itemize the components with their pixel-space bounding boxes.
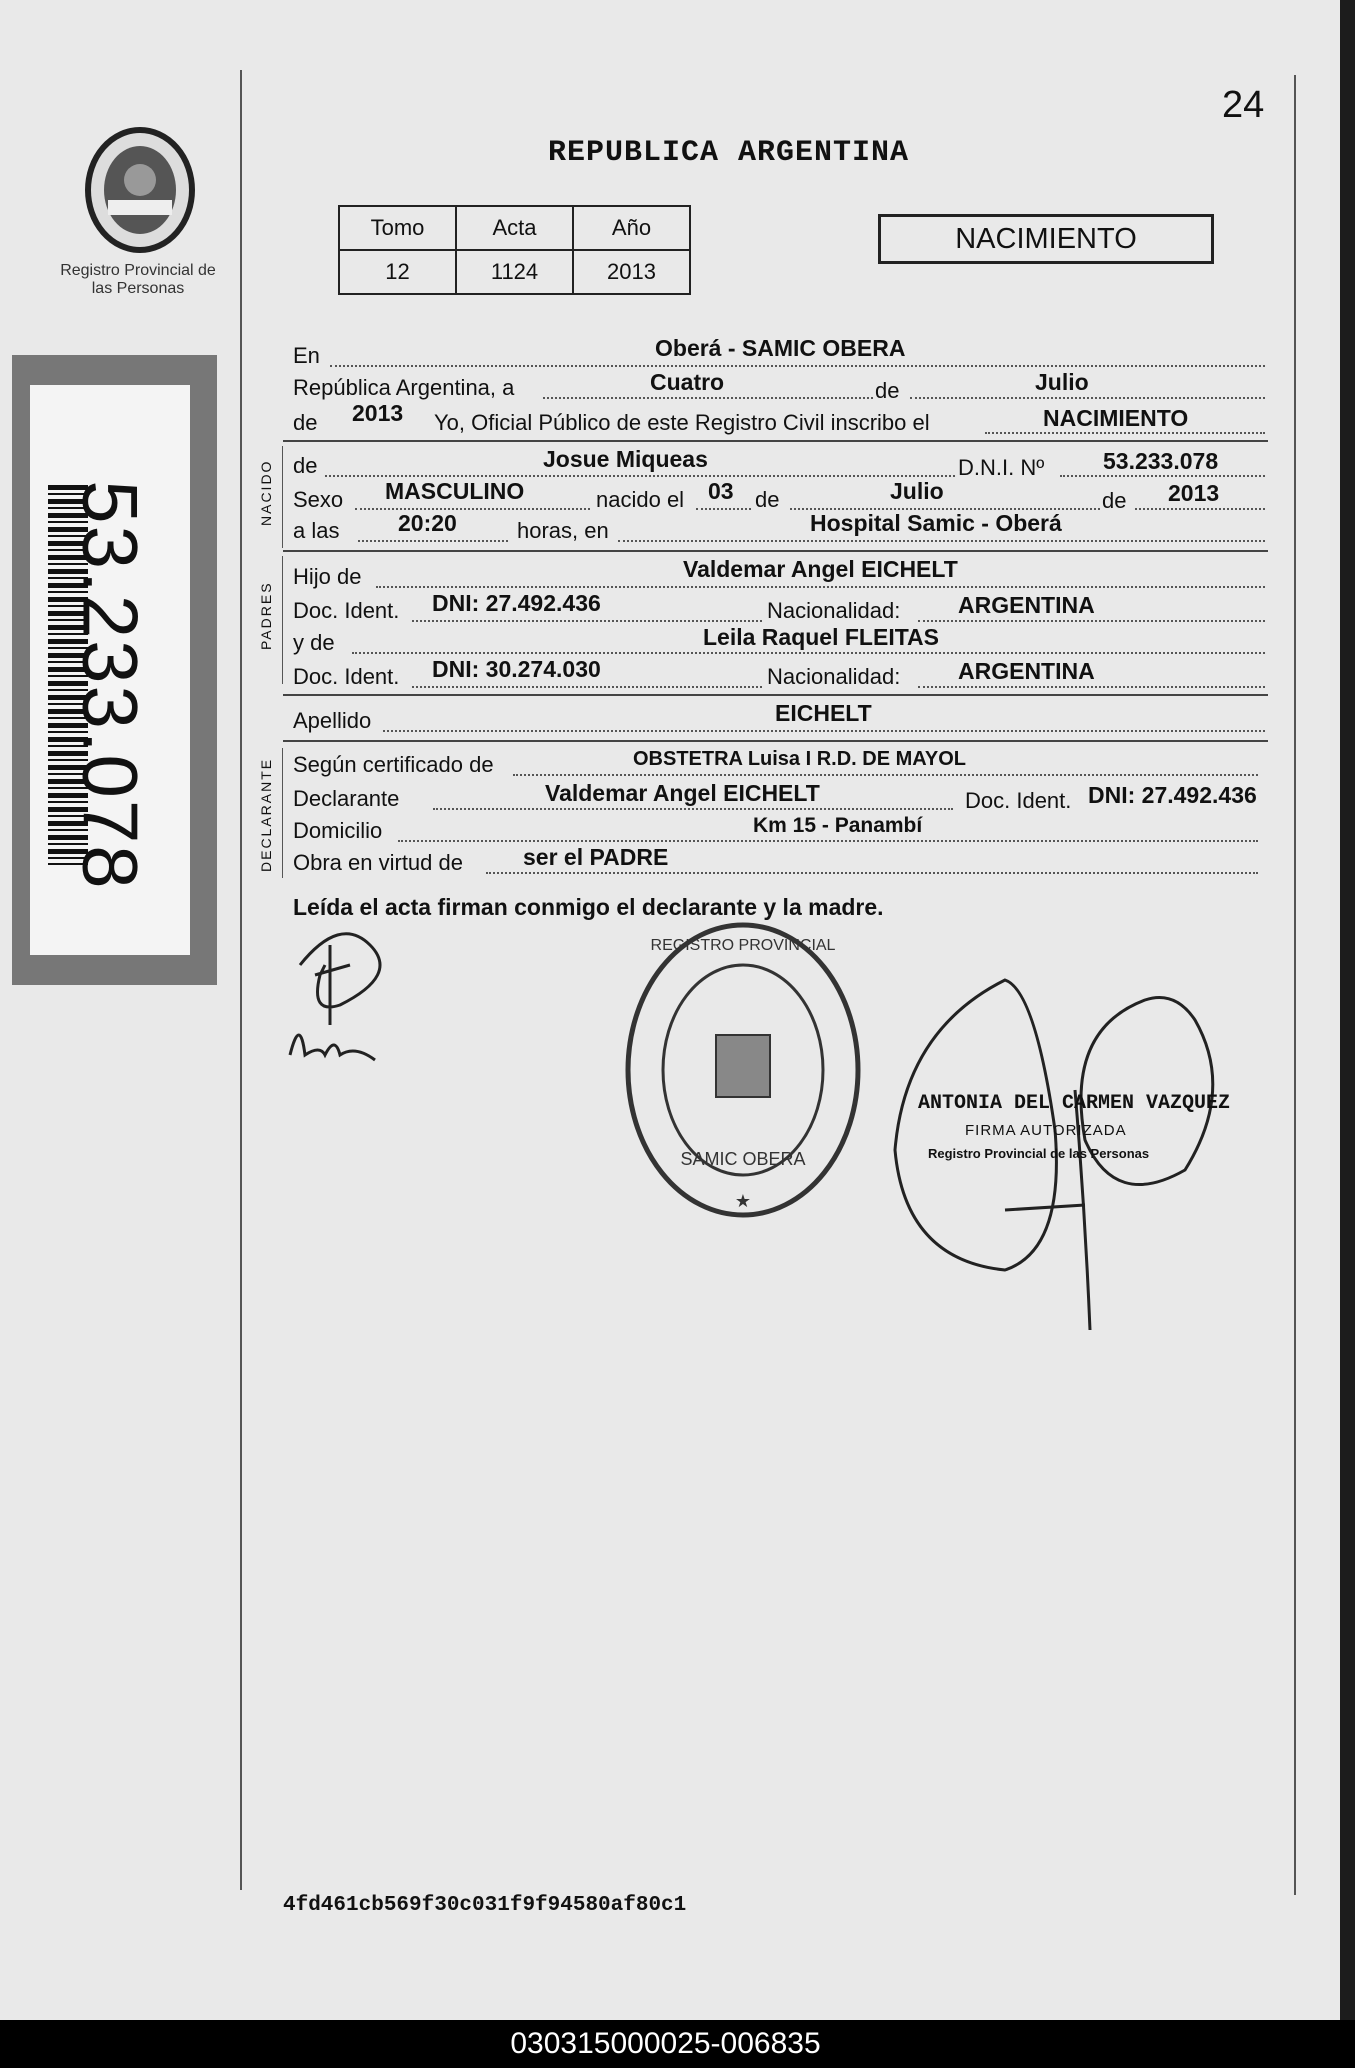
footer-code-bar	[0, 2020, 1355, 2068]
intro-de-label: de	[875, 378, 900, 403]
mother-nac-label: Nacionalidad:	[767, 664, 901, 689]
en-label: En	[293, 343, 320, 368]
birth-day: 03	[708, 478, 734, 504]
apellido-value: EICHELT	[775, 700, 872, 726]
intro-year: 2013	[352, 400, 404, 426]
apellido-label: Apellido	[293, 708, 372, 733]
frame-right-line	[1294, 75, 1296, 1895]
father-nationality: ARGENTINA	[958, 592, 1095, 618]
father-doc: DNI: 27.492.436	[432, 590, 601, 616]
svg-text:★: ★	[734, 1191, 752, 1211]
official-stamp-name: ANTONIA DEL CARMEN VAZQUEZ	[918, 1092, 1231, 1115]
act-value: NACIMIENTO	[1043, 405, 1189, 431]
page-title: REPUBLICA ARGENTINA	[548, 136, 910, 170]
barcode-number: 53.233.078	[66, 480, 155, 891]
section-padres: PADRES	[258, 581, 274, 650]
sexo-label: Sexo	[293, 487, 344, 512]
nacido-el-label: nacido el	[596, 487, 685, 512]
logo-caption: Registro Provincial de las Personas	[60, 262, 216, 297]
official-stamp-line2: FIRMA AUTORIZADA	[965, 1122, 1127, 1139]
child-dni: 53.233.078	[1103, 448, 1219, 474]
child-name: Josue Miqueas	[543, 446, 708, 472]
anio-value: 2013	[573, 250, 690, 294]
birth-year: 2013	[1168, 480, 1220, 506]
domicilio-value: Km 15 - Panambí	[753, 814, 923, 837]
svg-text:SAMIC OBERA: SAMIC OBERA	[680, 1149, 806, 1169]
dni-label: D.N.I. Nº	[958, 455, 1045, 480]
intro-de2-label: de	[293, 410, 318, 435]
mother-doc-label: Doc. Ident.	[293, 664, 400, 689]
anio-label: Año	[573, 206, 690, 250]
province-seal-icon	[78, 120, 208, 260]
declarante-doc: DNI: 27.492.436	[1088, 782, 1257, 808]
declarante-label: Declarante	[293, 786, 400, 811]
cert-value: OBSTETRA Luisa I R.D. DE MAYOL	[633, 748, 966, 770]
domicilio-label: Domicilio	[293, 818, 383, 843]
republica-label: República Argentina, a	[293, 375, 515, 400]
hora-label: a las	[293, 518, 340, 543]
sexo-value: MASCULINO	[385, 478, 525, 504]
cert-label: Según certificado de	[293, 752, 494, 777]
nacido-de-label: de	[293, 453, 318, 478]
father-doc-label: Doc. Ident.	[293, 598, 400, 623]
birth-time: 20:20	[398, 510, 457, 536]
birth-month: Julio	[890, 478, 944, 504]
father-signature-icon	[280, 905, 420, 1075]
acta-value: 1124	[456, 250, 573, 294]
closing-statement: Leída el acta firman conmigo el declarante y la madre.	[293, 894, 884, 920]
en-value: Oberá - SAMIC OBERA	[655, 335, 906, 361]
record-type-box: NACIMIENTO	[878, 214, 1214, 264]
madre-label: y de	[293, 630, 335, 655]
tomo-label: Tomo	[339, 206, 456, 250]
birth-place: Hospital Samic - Oberá	[810, 510, 1062, 536]
father-name: Valdemar Angel EICHELT	[683, 556, 958, 582]
page-number: 24	[1222, 84, 1265, 126]
registry-stamp-icon	[618, 915, 868, 1230]
tomo-value: 12	[339, 250, 456, 294]
day-words: Cuatro	[650, 369, 725, 395]
document-hash: 4fd461cb569f30c031f9f94580af80c1	[283, 1894, 687, 1917]
section-declarante: DECLARANTE	[258, 757, 274, 872]
nacido-de3: de	[1102, 488, 1127, 513]
declarante-doc-label: Doc. Ident.	[965, 788, 1072, 813]
declarante-name: Valdemar Angel EICHELT	[545, 780, 820, 806]
official-stamp-line3: Registro Provincial de las Personas	[928, 1146, 1150, 1161]
intro-month: Julio	[1035, 369, 1089, 395]
mother-nationality: ARGENTINA	[958, 658, 1095, 684]
svg-text:REGISTRO PROVINCIAL: REGISTRO PROVINCIAL	[650, 937, 836, 954]
father-nac-label: Nacionalidad:	[767, 598, 901, 623]
obra-value: ser el PADRE	[523, 844, 669, 870]
section-nacido: NACIDO	[258, 459, 274, 526]
barcode-strip	[12, 355, 217, 985]
hijo-label: Hijo de	[293, 564, 362, 589]
footer-code: 030315000025-006835	[510, 2027, 821, 2060]
horas-label: horas, en	[517, 518, 609, 543]
acta-label: Acta	[456, 206, 573, 250]
statement: Yo, Oficial Público de este Registro Civil inscribo el	[434, 410, 930, 435]
registry-table	[338, 205, 691, 295]
frame-left-line	[240, 70, 242, 1890]
mother-name: Leila Raquel FLEITAS	[703, 624, 939, 650]
nacido-de2: de	[755, 487, 780, 512]
mother-doc: DNI: 30.274.030	[432, 656, 601, 682]
obra-label: Obra en virtud de	[293, 850, 463, 875]
